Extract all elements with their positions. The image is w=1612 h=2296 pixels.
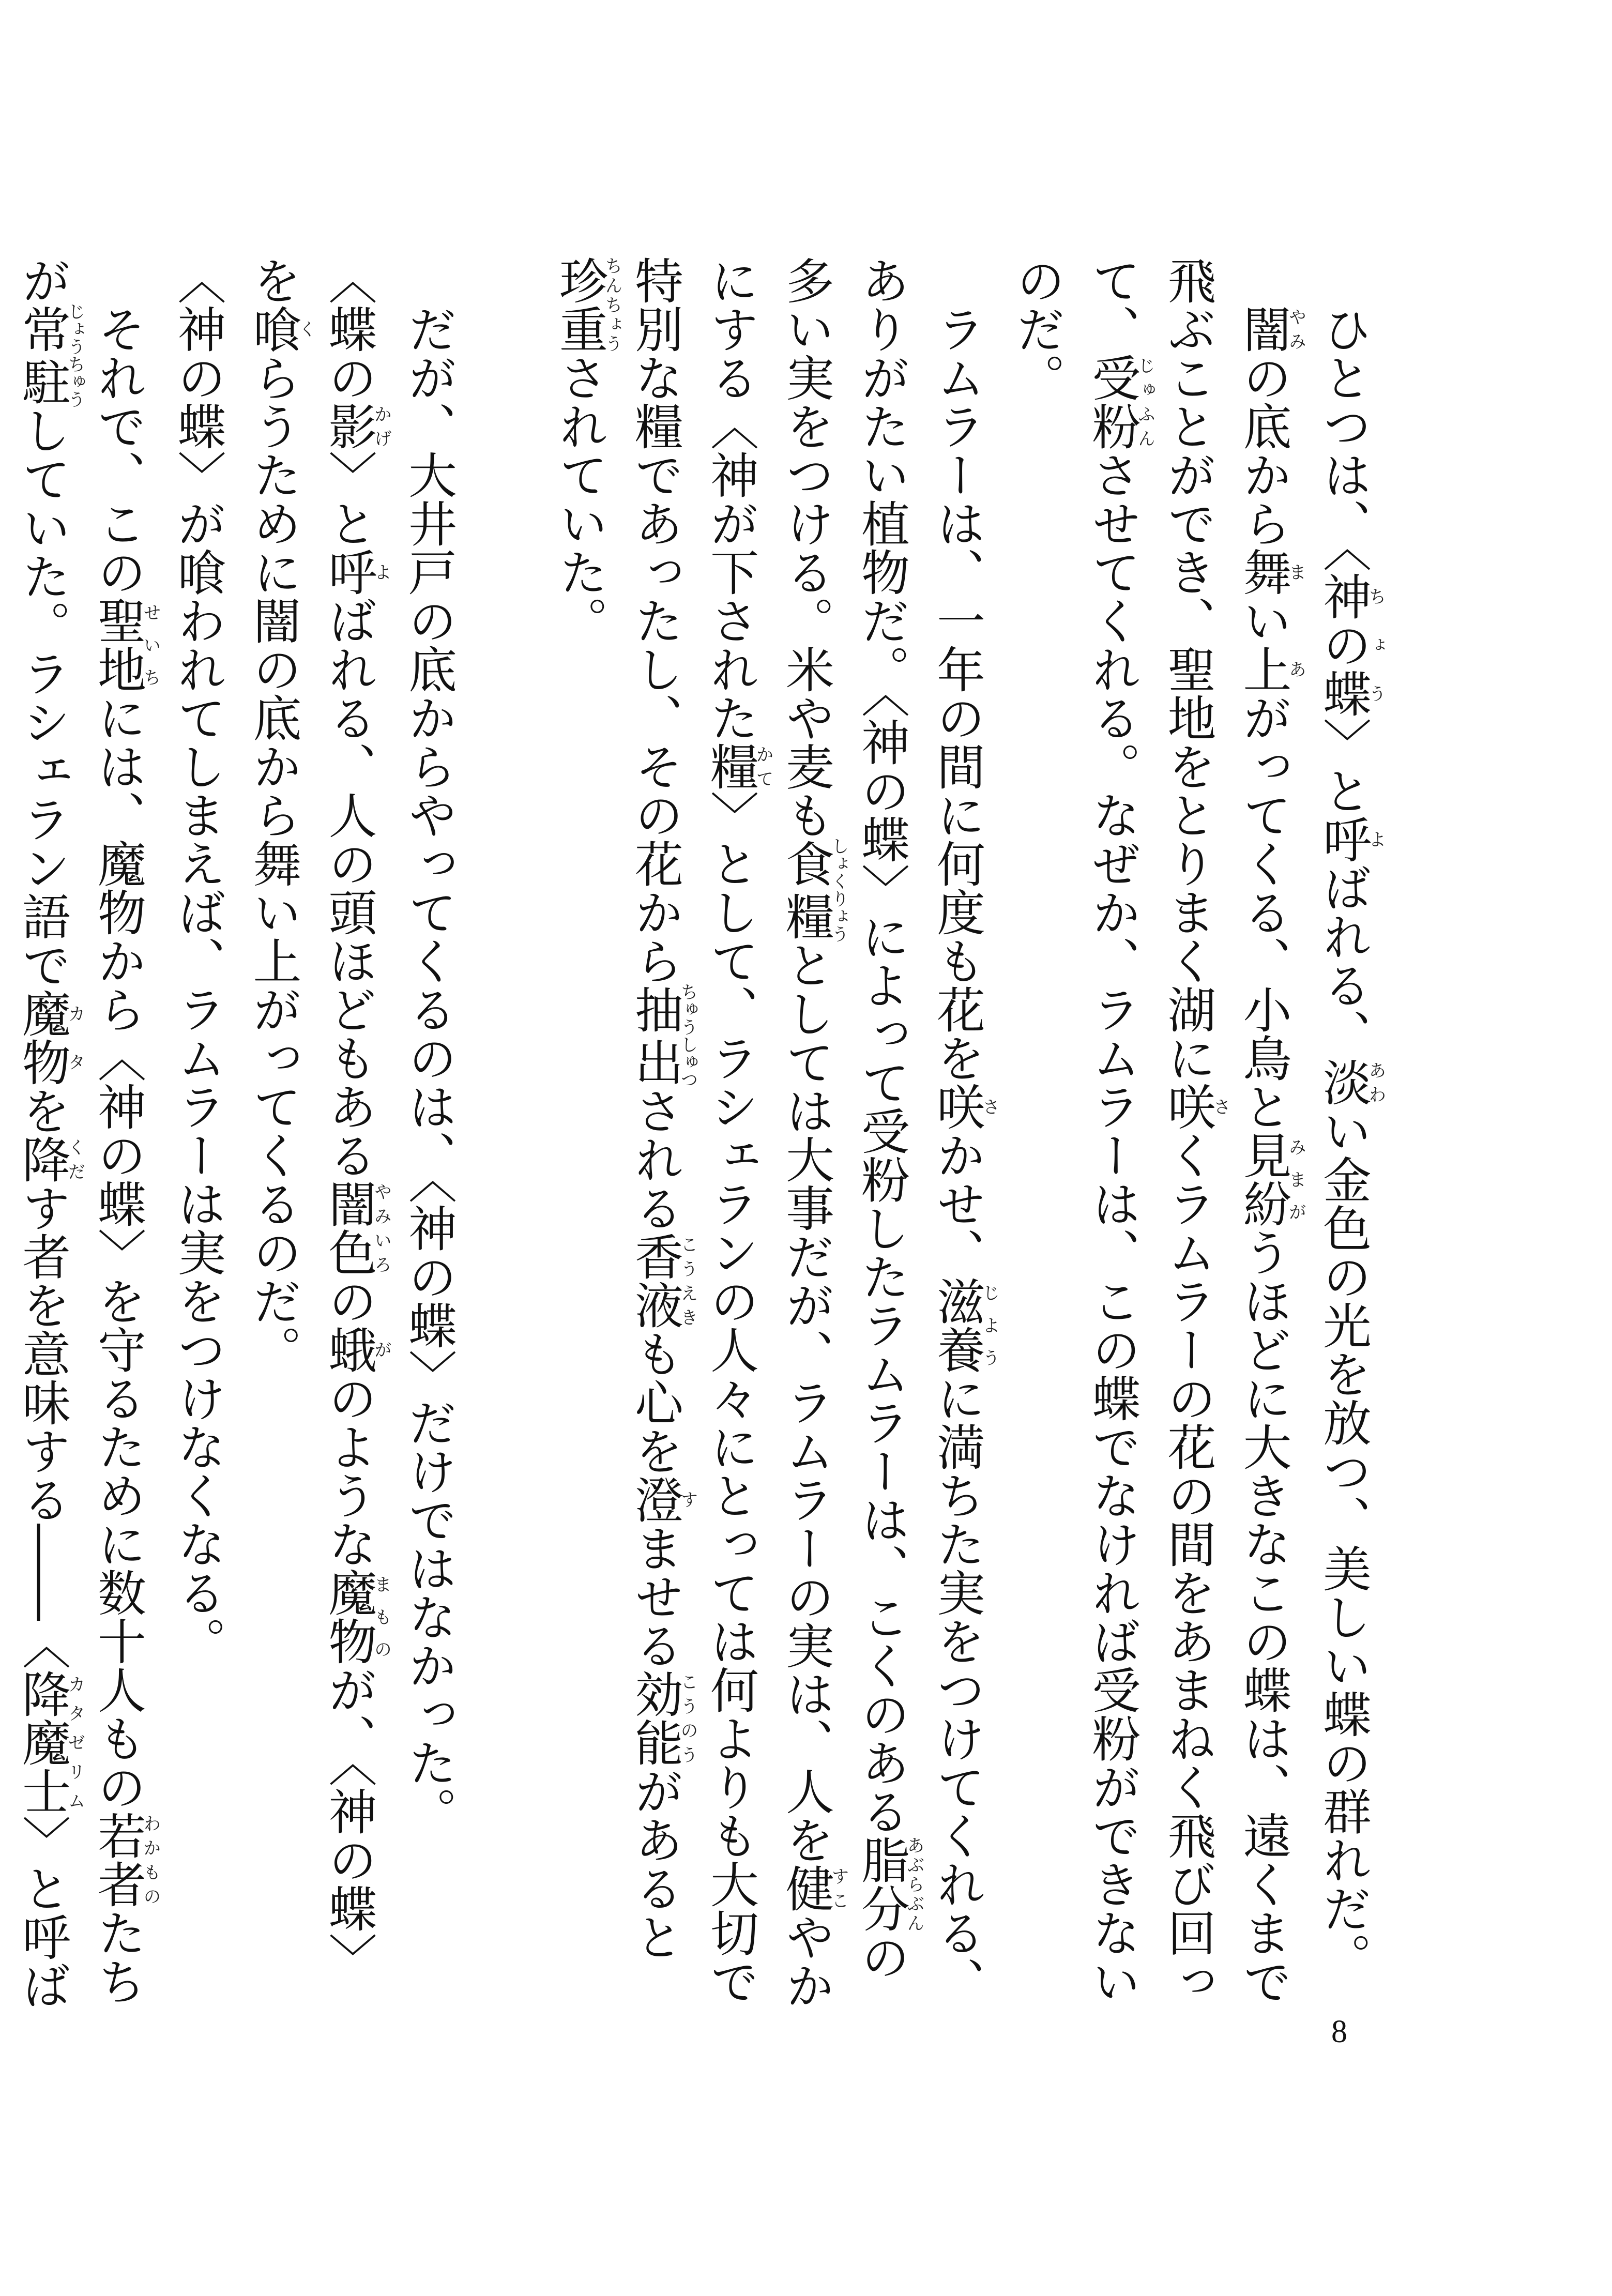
ruby-word: 効能こうのう bbox=[626, 1669, 698, 1767]
ruby-word: 聖地せいち bbox=[89, 596, 161, 693]
ruby-word: 咲さ bbox=[928, 1082, 1000, 1131]
ruby-word: 喰く bbox=[245, 305, 316, 353]
furigana: やみ bbox=[1285, 305, 1306, 353]
ruby-word: 影かげ bbox=[320, 402, 392, 450]
furigana: ま bbox=[1285, 548, 1306, 596]
ruby-word: 咲さ bbox=[1159, 1082, 1231, 1131]
ruby-word: 滋養じよう bbox=[928, 1276, 1000, 1374]
furigana: ちょう bbox=[1365, 572, 1386, 718]
paragraph: 〈蝶の影かげ〉と呼よばれる、人の頭ほどもある闇色やみいろの蛾がのような魔物まものが、〈神の蝶〉を喰くらうために闇の底から舞い上がってくるのだ。 bbox=[245, 256, 392, 1981]
ruby-word: 呼よ bbox=[1314, 815, 1386, 863]
ruby-word: 澄す bbox=[626, 1475, 698, 1524]
furigana: かて bbox=[753, 742, 773, 790]
furigana: あわ bbox=[1365, 1058, 1386, 1106]
furigana: くだ bbox=[65, 1135, 85, 1183]
ruby-word: 降くだ bbox=[13, 1135, 85, 1183]
ruby-word: 舞ま bbox=[1235, 548, 1306, 596]
ruby-word: 常駐じょうちゅう bbox=[13, 302, 85, 408]
paragraph: 〈神の蝶〉が喰われてしまえば、ラムラーは実をつけなくなる。 bbox=[169, 256, 225, 1665]
furigana: じょうちゅう bbox=[65, 302, 85, 408]
furigana: ちんちょう bbox=[602, 256, 622, 353]
furigana: が bbox=[371, 1325, 392, 1374]
furigana: あぶらぶん bbox=[904, 1835, 924, 1933]
ruby-word: 食糧しょくりょう bbox=[777, 837, 849, 942]
furigana: まもの bbox=[371, 1568, 392, 1665]
ruby-word: 香液こうえき bbox=[626, 1232, 698, 1329]
ruby-word: 蛾が bbox=[320, 1325, 392, 1374]
paragraph: ひとつは、〈神の蝶ちょう〉と呼よばれる、淡あわい金色の光を放つ、美しい蝶の群れだ。 bbox=[1314, 305, 1386, 1981]
furigana: じよう bbox=[979, 1276, 1000, 1374]
page-number: 8 bbox=[1331, 2014, 1347, 2049]
ruby-word: 見紛みまが bbox=[1235, 1131, 1306, 1228]
furigana: じゅふん bbox=[1134, 353, 1155, 450]
furigana: す bbox=[677, 1475, 698, 1524]
ruby-word: 魔物まもの bbox=[320, 1568, 392, 1665]
furigana: やみいろ bbox=[371, 1179, 392, 1276]
ruby-word: 珍重ちんちょう bbox=[551, 256, 622, 353]
blank-line bbox=[466, 256, 541, 2024]
furigana: カタゼリム bbox=[65, 1669, 85, 1815]
ruby-word: 抽出ちゅうしゅつ bbox=[626, 983, 698, 1088]
ruby-word: 受粉じゅふん bbox=[1084, 353, 1155, 450]
ruby-word: 上あ bbox=[1235, 645, 1306, 693]
furigana: しょくりょう bbox=[828, 837, 849, 942]
paragraph: だが、大井戸の底からやってくるのは、〈神の蝶〉だけではなかった。 bbox=[400, 305, 457, 1835]
furigana: こうえき bbox=[677, 1232, 698, 1329]
ruby-word: 呼よ bbox=[320, 548, 392, 596]
furigana: せいち bbox=[140, 596, 161, 693]
furigana: わかもの bbox=[140, 1811, 161, 1908]
ruby-word: 健すこ bbox=[777, 1864, 849, 1912]
furigana: こうのう bbox=[677, 1669, 698, 1767]
furigana: あ bbox=[1285, 645, 1306, 693]
ruby-word: 糧かて bbox=[702, 742, 773, 790]
paragraph: ラムラーは、一年の間に何度も花を咲さかせ、滋養じように満ちた実をつけてくれる、ありがたい植物だ。〈神の蝶〉によって受粉したラムラーは、こくのある脂分あぶらぶんの多い実をつける。米や麦も食糧しょくりょうとしては大事だが、ラムラーの実は、人を健すこやかにする〈神が下された糧かて〉として、ラシェランの人々にとっては何よりも大切で特別な糧であったし、その花から抽出ちゅうしゅつされる香液こうえきも心を澄すませる効能こうのうがあると珍重ちんちょうされていた。 bbox=[551, 256, 1000, 2010]
paragraph: 闇やみの底から舞まい上あがってくる、小鳥と見紛みまがうほどに大きなこの蝶は、遠くまで飛ぶことができ、聖地をとりまく湖に咲さくラムラーの花の間をあまねく飛び回って、受粉じゅふんさせてくれる。なぜか、ラムラーは、この蝶でなければ受粉ができないのだ。 bbox=[1008, 256, 1306, 2005]
ruby-word: 脂分あぶらぶん bbox=[853, 1835, 924, 1933]
ruby-word: 物タ bbox=[13, 1038, 85, 1086]
furigana: すこ bbox=[828, 1864, 849, 1912]
ruby-word: 淡あわ bbox=[1314, 1058, 1386, 1106]
furigana: ちゅうしゅつ bbox=[677, 983, 698, 1088]
furigana: よ bbox=[371, 548, 392, 596]
ruby-word: 神の蝶ちょう bbox=[1314, 572, 1386, 718]
ruby-word: 降魔士カタゼリム bbox=[13, 1669, 85, 1815]
ruby-word: 魔カ bbox=[13, 989, 85, 1038]
furigana: カ bbox=[65, 989, 85, 1038]
vertical-text-body bbox=[0, 256, 1385, 2024]
furigana: さ bbox=[1210, 1082, 1231, 1131]
paragraph: それで、この聖地せいちには、魔物から〈神の蝶〉を守るために数十人もの若者わかものたちが常駐じょうちゅうしていた。ラシェラン語で魔カ物タを降くだす者を意味する――〈降魔士カタゼリム〉と呼ば bbox=[13, 256, 161, 2010]
furigana: みまが bbox=[1285, 1131, 1306, 1228]
ruby-word: 闇やみ bbox=[1235, 305, 1306, 353]
ruby-word: 闇色やみいろ bbox=[320, 1179, 392, 1276]
ruby-word: 若者わかもの bbox=[89, 1811, 161, 1908]
furigana: く bbox=[295, 305, 316, 353]
furigana: タ bbox=[65, 1038, 85, 1086]
furigana: さ bbox=[979, 1082, 1000, 1131]
furigana: かげ bbox=[371, 402, 392, 450]
furigana: よ bbox=[1365, 815, 1386, 863]
